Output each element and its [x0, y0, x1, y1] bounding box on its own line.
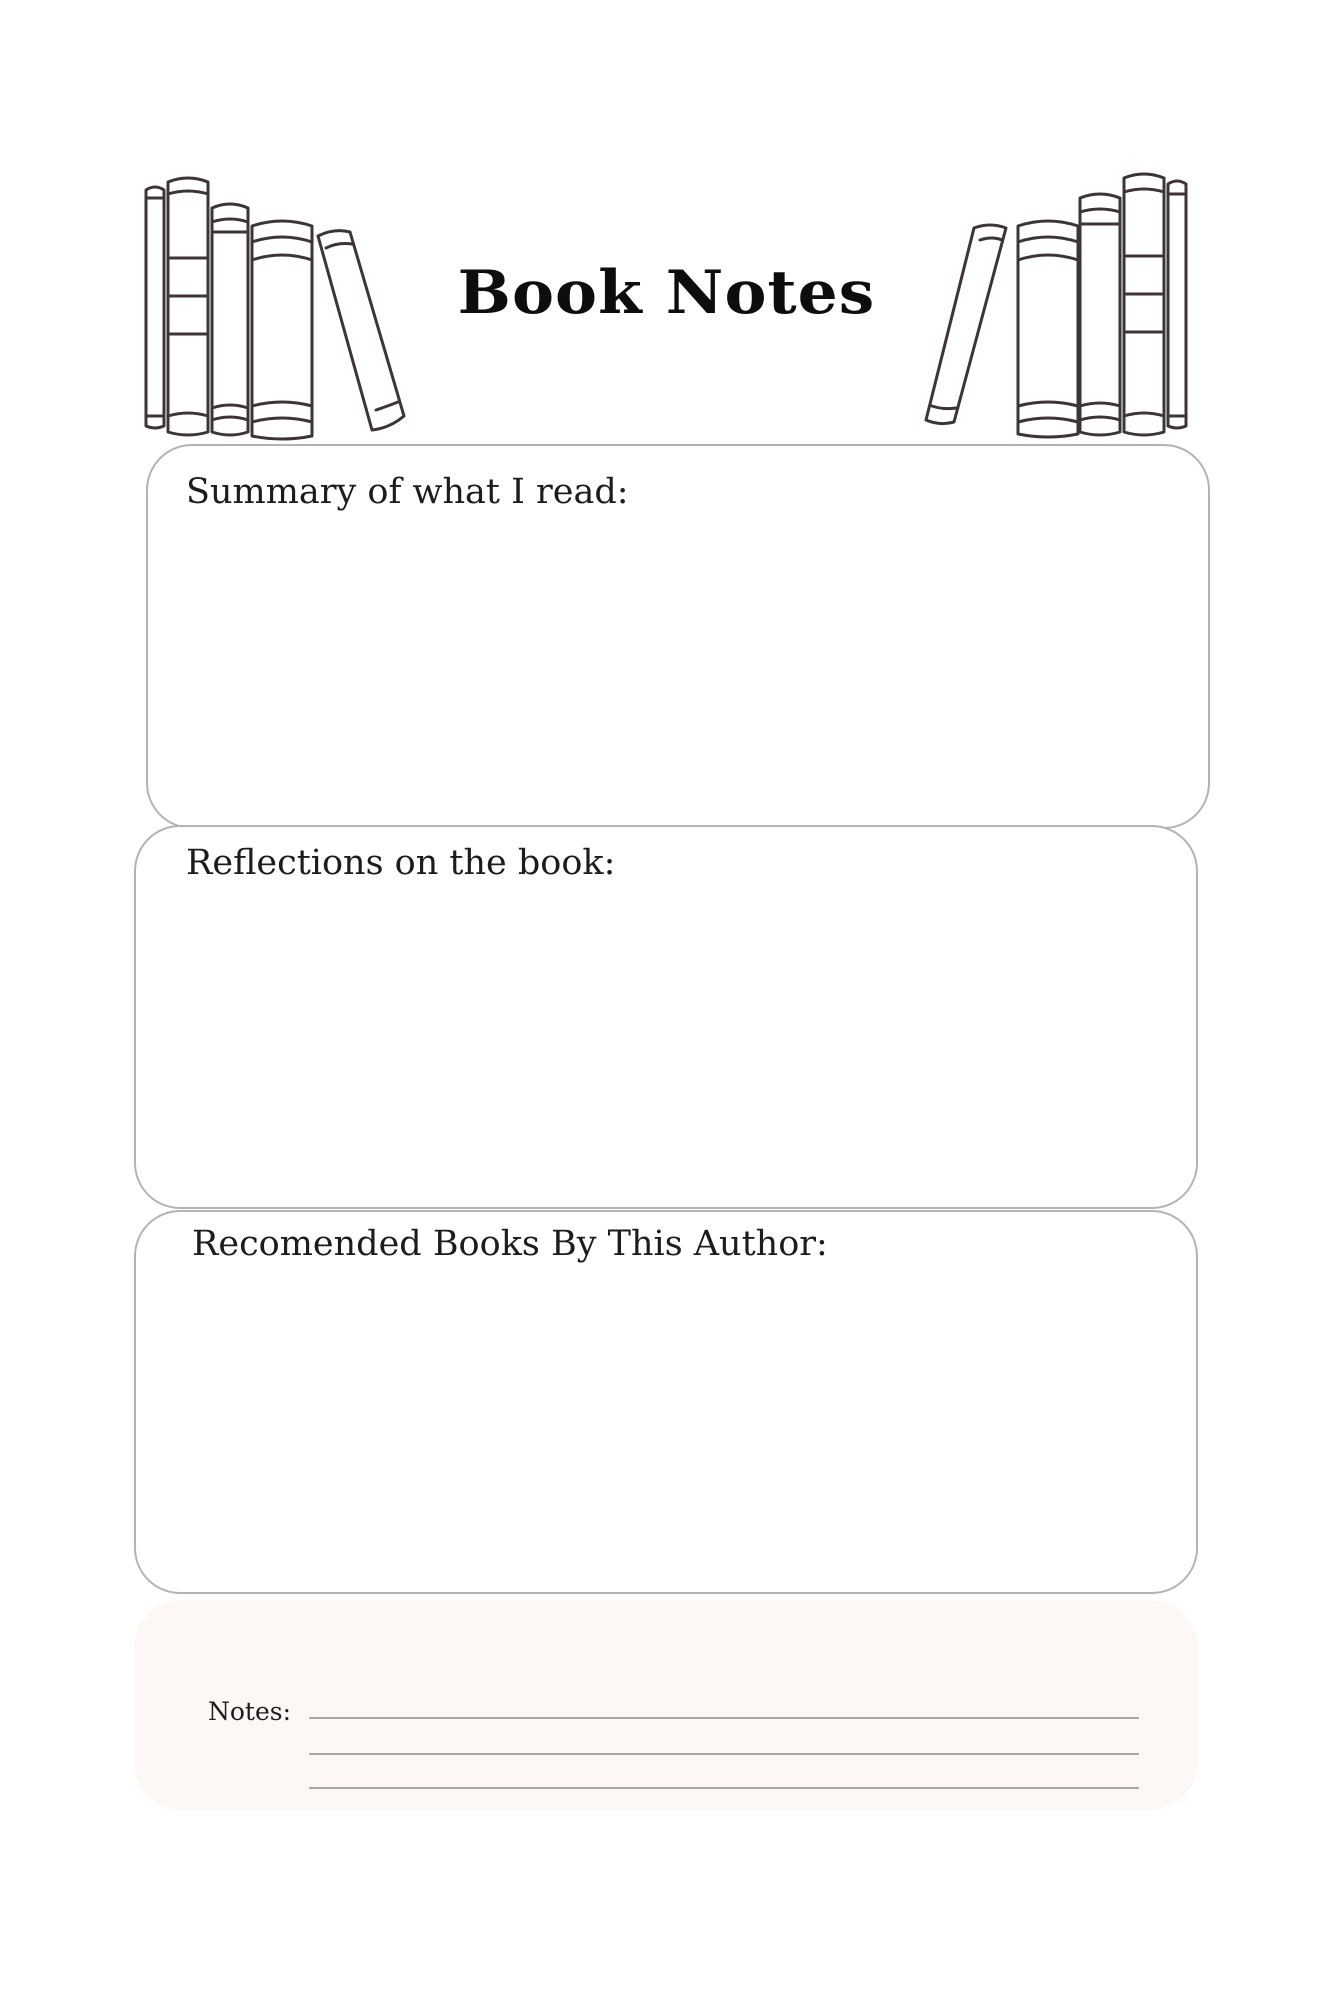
notes-panel: [134, 1600, 1198, 1810]
notes-line[interactable]: [309, 1787, 1139, 1789]
books-stack-icon: [910, 170, 1190, 450]
notes-label: Notes:: [208, 1697, 292, 1726]
summary-label: Summary of what I read:: [186, 472, 629, 512]
reflections-label: Reflections on the book:: [186, 843, 616, 883]
page-title: Book Notes: [457, 258, 876, 328]
reflections-box[interactable]: [134, 825, 1198, 1209]
summary-box[interactable]: [146, 444, 1210, 829]
notes-line[interactable]: [309, 1717, 1139, 1719]
recommended-books-box[interactable]: [134, 1210, 1198, 1594]
recommended-books-label: Recomended Books By This Author:: [192, 1224, 828, 1264]
notes-line[interactable]: [309, 1753, 1139, 1755]
